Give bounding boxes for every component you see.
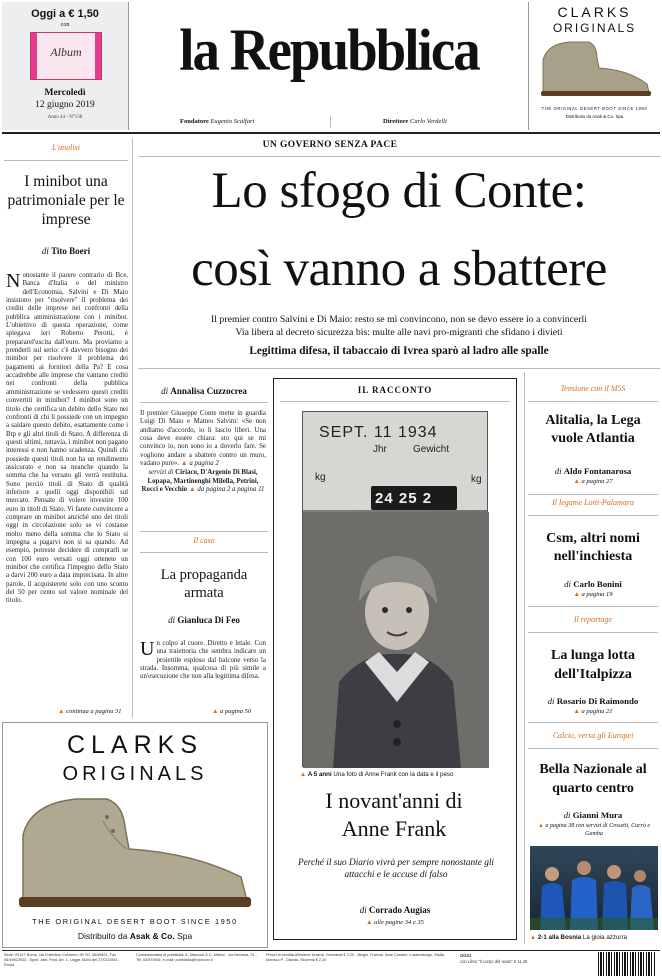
- conte-page-ref: a pagina 2: [189, 460, 219, 468]
- right-author-0: Aldo Fontanarosa: [563, 466, 632, 476]
- right-label-2: Il reportage: [573, 615, 613, 624]
- analysis-label: L'analisi: [52, 143, 80, 152]
- issue-number: Anno 44 - N°138: [47, 115, 83, 120]
- byline-prefix: di: [359, 905, 367, 915]
- photo-date-text: SEPT. 11 1934: [319, 424, 438, 441]
- conte-text: Il premier Giuseppe Conte mette in guardia Luigi Di Maio e Matteo Salvini: «Se non andiamo d'accordo, io li lascio liberi. Una cosa deve essere chiara: sto qui se mi convinco io, non sono io a doverlo fare. Se vogliono andare a sbattere contro un muro, vadano pure». ▲ a pagina 2: [140, 410, 266, 468]
- photo-caption: ▲ A 5 anni Una foto di Anne Frank con la data e il peso: [300, 771, 454, 778]
- story-standfirst: Perché il suo Diario vivrà per sempre nonostante gli attacchi e le accuse di falso: [297, 858, 495, 880]
- right-title-0[interactable]: Alitalia, la Lega vuole Atlantia: [545, 413, 641, 446]
- right-author-3: Gianni Mura: [572, 810, 623, 820]
- founder-label: Fondatore: [180, 118, 209, 125]
- ad-tagline: THE ORIGINAL DESERT BOOT SINCE 1950: [541, 106, 648, 111]
- lead-headline-2[interactable]: così vanno a sbattere: [191, 241, 607, 297]
- analysis-dropcap: N: [6, 272, 21, 292]
- case-label: Il caso: [193, 536, 215, 545]
- right-label-1: Il legame Lotti-Palamara: [552, 498, 634, 507]
- right-ref-1[interactable]: ▲ a pagina 19: [573, 591, 613, 598]
- story-page-ref-text: alle pagine 34 e 35: [374, 919, 424, 926]
- right-title-2[interactable]: La lunga lotta dell'Italpizza: [550, 648, 635, 682]
- right-label-3: Calcio, verso gli Europei: [552, 731, 634, 740]
- byline-prefix: di: [564, 579, 571, 589]
- ad-bottom-brand-sub: ORIGINALS: [62, 763, 208, 785]
- ad-bottom-distributor: [3, 931, 267, 941]
- distributor-suffix: Spa: [177, 931, 193, 941]
- right-ref-text-0: a pagina 27: [581, 478, 613, 485]
- anne-frank-photo: [302, 411, 488, 767]
- services-names: Ciriaco, D'Argenio Di Blasi, Lopapa, Martinenghi Milella, Petrini, Rocci e Vecchio: [141, 469, 259, 494]
- lead-sub-1: Il premier contro Salvini e Di Maio: resto se mi convincono, non se devo essere io a convincerli: [211, 314, 587, 325]
- ad-bottom-boot-image: [3, 791, 269, 911]
- ad-brand-sub: ORIGINALS: [552, 21, 637, 35]
- newspaper-title: la Repubblica: [179, 16, 479, 83]
- ad-brand: CLARKS: [557, 4, 632, 20]
- footer-col-4-head: OGGI: [460, 953, 471, 958]
- analysis-continue-text: continua a pagina 31: [66, 708, 122, 715]
- right-byline-1: [528, 579, 658, 589]
- right-ref-text-2: a pagina 21: [581, 708, 613, 715]
- footer-col-1: Sede: 00147 Roma, via Cristoforo Colombo, 90 Tel. 06/49821, Fax 06/49822923 - Sped. Abb. Post. Art. 1, Legge 46/04 del 27/02/2004 - Roma: [4, 953, 120, 967]
- conte-byline: [140, 386, 268, 396]
- byline-prefix: di: [161, 386, 169, 396]
- byline-prefix: di: [563, 810, 571, 820]
- right-ref-text-3: a pagina 38 con servizi di Crosetti, Currò e Gamba: [545, 823, 651, 837]
- footer-col-2: Concessionaria di pubblicità: A. Manzoni & C. Milano - via Nervesa, 21 - Tel. 02/574941, e-mail: pubblicita@manzoni.it: [136, 953, 257, 962]
- founder-name: Eugenio Scalfari: [210, 118, 255, 125]
- byline-prefix: di: [168, 615, 176, 625]
- lead-headline-1[interactable]: Lo sfogo di Conte:: [211, 163, 587, 219]
- right-ref-2[interactable]: ▲ a pagina 21: [573, 708, 613, 715]
- right-byline-3: [528, 810, 658, 820]
- analysis-title[interactable]: I minibot una patrimoniale per le imprese: [7, 173, 125, 228]
- right-byline-2: [528, 696, 658, 706]
- services-ref: da pagina 2 a pagina 11: [197, 486, 265, 494]
- byline-prefix: di: [41, 246, 49, 256]
- conte-body: [140, 410, 266, 494]
- football-caption-text: La gioia azzurra: [582, 934, 627, 941]
- football-photo: [530, 846, 658, 930]
- right-title-1[interactable]: Csm, altri nomi nell'inchiesta: [546, 531, 640, 564]
- footer-col-3: Prezzi di vendita all'estero: Austria, Germania € 2,20 - Belgio, Francia, Isole Canarie, Lussemburgo, Malta, Monaco P., Olanda, Slovenia € 2,20: [266, 953, 445, 962]
- director-name: Carlo Verdelli: [410, 118, 447, 125]
- services-intro: servizi di: [148, 469, 174, 477]
- date: 12 giugno 2019: [35, 100, 95, 110]
- desert-boot-image: [529, 38, 661, 100]
- conte-author: Annalisa Cuzzocrea: [170, 386, 247, 396]
- photo-jhr: Jhr: [373, 444, 387, 455]
- case-page-ref[interactable]: ▲ a pagina 50: [212, 708, 252, 715]
- right-ref-3[interactable]: ▲ a pagina 38 con servizi di Crosetti, Currò e Gamba: [537, 823, 651, 837]
- girl-portrait: [303, 512, 489, 768]
- right-title-3[interactable]: Bella Nazionale al quarto centro: [539, 762, 647, 796]
- price-box: [2, 2, 129, 130]
- caption-bold: A 5 anni: [307, 771, 332, 778]
- story-page-ref[interactable]: ▲ alle pagine 34 e 35: [366, 919, 424, 926]
- ad-top-clarks[interactable]: [528, 2, 660, 130]
- conte-services: servizi di Ciriaco, D'Argenio Di Blasi, Lopapa, Martinenghi Milella, Petrini, Rocci e Vecchio ▲ da pagina 2 a pagina 11: [141, 469, 265, 494]
- footer-col-4-text: con Libro "Il corpo del reato" € 11,40: [460, 958, 528, 964]
- distributor-name: Asak & Co.: [129, 931, 175, 941]
- album-insert: [30, 32, 102, 80]
- analysis-body: [6, 272, 128, 712]
- football-caption: ▲ 2-1 alla Bosnia La gioia azzurra: [530, 934, 627, 941]
- founder-line: [180, 118, 254, 125]
- distributor-prefix: Distribuito da: [77, 931, 128, 941]
- football-caption-bold: 2-1 alla Bosnia: [537, 934, 582, 941]
- price-with: con: [60, 22, 70, 28]
- ad-distributor: Distribuito da Asak & Co. Spa: [565, 114, 624, 119]
- photo-kg-1: kg: [315, 472, 326, 483]
- case-author: Gianluca Di Feo: [177, 615, 240, 625]
- director-label: Direttore: [383, 118, 409, 125]
- footer-col-4: [460, 953, 570, 964]
- case-byline: [140, 615, 268, 625]
- case-dropcap: U: [140, 638, 155, 660]
- lead-kicker: UN GOVERNO SENZA PACE: [262, 140, 398, 150]
- ad-bottom-clarks[interactable]: [2, 722, 268, 948]
- story-author: Corrado Augias: [369, 905, 431, 915]
- case-title[interactable]: La propaganda armata: [160, 567, 248, 601]
- director-line: [383, 118, 447, 125]
- right-label-0: Tensione con il M5S: [560, 384, 626, 393]
- lead-secondary[interactable]: Legittima difesa, il tabaccaio di Ivrea sparò al ladro alle spalle: [249, 345, 549, 357]
- photo-gewicht: Gewicht: [413, 444, 450, 455]
- byline-prefix: di: [547, 696, 555, 706]
- right-byline-0: [528, 466, 658, 476]
- right-author-1: Carlo Bonini: [573, 579, 622, 589]
- case-page-ref-text: a pagina 50: [220, 708, 252, 715]
- ad-bottom-brand: CLARKS: [66, 731, 204, 759]
- byline-prefix: di: [554, 466, 562, 476]
- story-byline: [274, 905, 516, 915]
- album-label: Album: [50, 45, 82, 59]
- case-text: n colpo al cuore. Diretto e letale. Con una traiettoria che sembra indicare un proiettile esploso dal balcone verso la strada. Insomma, qualcosa di più simile a un'esecuzione che non alla legittima difesa.: [140, 640, 266, 681]
- football-players-image: [530, 846, 658, 930]
- story-box: [273, 378, 517, 940]
- caption-text: Una foto di Anne Frank con la data e il peso: [333, 771, 454, 778]
- right-ref-0[interactable]: ▲ a pagina 27: [573, 478, 613, 485]
- ad-bottom-tagline: THE ORIGINAL DESERT BOOT SINCE 1950: [32, 917, 238, 926]
- photo-number: 24 25 2: [375, 490, 433, 507]
- analysis-byline: [4, 246, 128, 256]
- conte-text-main: Il premier Giuseppe Conte mette in guardia Luigi Di Maio e Matteo Salvini: «Se non andiamo d'accordo, io li lascio liberi. Una cosa deve essere chiara: sto qui se mi convinco io, non sono io a doverlo fare. Se vogliono andare a sbattere contro un muro, vadano pure».: [140, 410, 266, 468]
- price-label: Oggi a € 1,50: [31, 8, 99, 20]
- story-label: IL RACCONTO: [357, 385, 433, 395]
- barcode: [598, 952, 656, 976]
- story-title[interactable]: I novant'anni di Anne Frank: [325, 788, 463, 841]
- right-ref-text-1: a pagina 19: [581, 591, 613, 598]
- photo-kg-2: kg: [471, 474, 482, 485]
- right-author-2: Rosario Di Raimondo: [556, 696, 639, 706]
- case-body: [140, 640, 266, 682]
- date-day: Mercoledì: [44, 88, 86, 98]
- lead-sub-2: Via libera al decreto sicurezza bis: multe alle navi pro-migranti che sfidano i divieti: [235, 327, 563, 338]
- analysis-author: Tito Boeri: [51, 246, 91, 256]
- analysis-text: onostante il parere contrario di Bce, Banca d'Italia e del ministro dell'Economia, Salvini e Di Maio insistono per "risolvere" il problema dei crediti delle imprese nei confronti della pubblica amministrazione con i minibot. L'obiettivo di questa operazione, come spiegava ieri Roberto Perotti, è prepararel'uscita dall'euro. Ma proviamo a prenderli sul serio: c'è davvero bisogno dei minibot per risolvere il problema dei pagamenti ai fornitori della Pa? E cosa accadrebbe alle imprese che vantano crediti nei confronti della pubblica amministrazione se vedessero questi crediti convertiti in minibot? I minibot sono un titolo che certifica un debito dello Stato nei confronti di chi li possiede con un impegno a saldare questo debito, esattamente come i Btp e gli altri titoli di Stato. A differenza di questi ultimi, tuttavia, i minibot non pagano interessi e non hanno scadenza. Quindi chi possiede questi titoli non ha un rendimento assicurato e non sa neanche quando la somma che ha versato gli verrà restituita. Sono perciò titoli di Stato di qualità inferiore a quelli oggi disponibili sul mercato. Pensate di volere investire 100 euro in titoli di Stato. Vi farete convincere a comprare un minibot anziché uno dei titoli oggi in circolazione solo se vi costasse molto meno della somma che lo Stato si impegna a pagarvi non si sa quando. Ad esempio, potreste decidere di comprarli se con 100 euro versati oggi ottenete un minibot che certifica l'impegno dello Stato a darvi 200 euro a data imprecisata. In altre parole, il acquisterete solo con uno sconto del 50 per cento sul valore nominale del titolo.: [6, 272, 128, 605]
- analysis-continue[interactable]: ▲ continua a pagina 31: [58, 708, 122, 715]
